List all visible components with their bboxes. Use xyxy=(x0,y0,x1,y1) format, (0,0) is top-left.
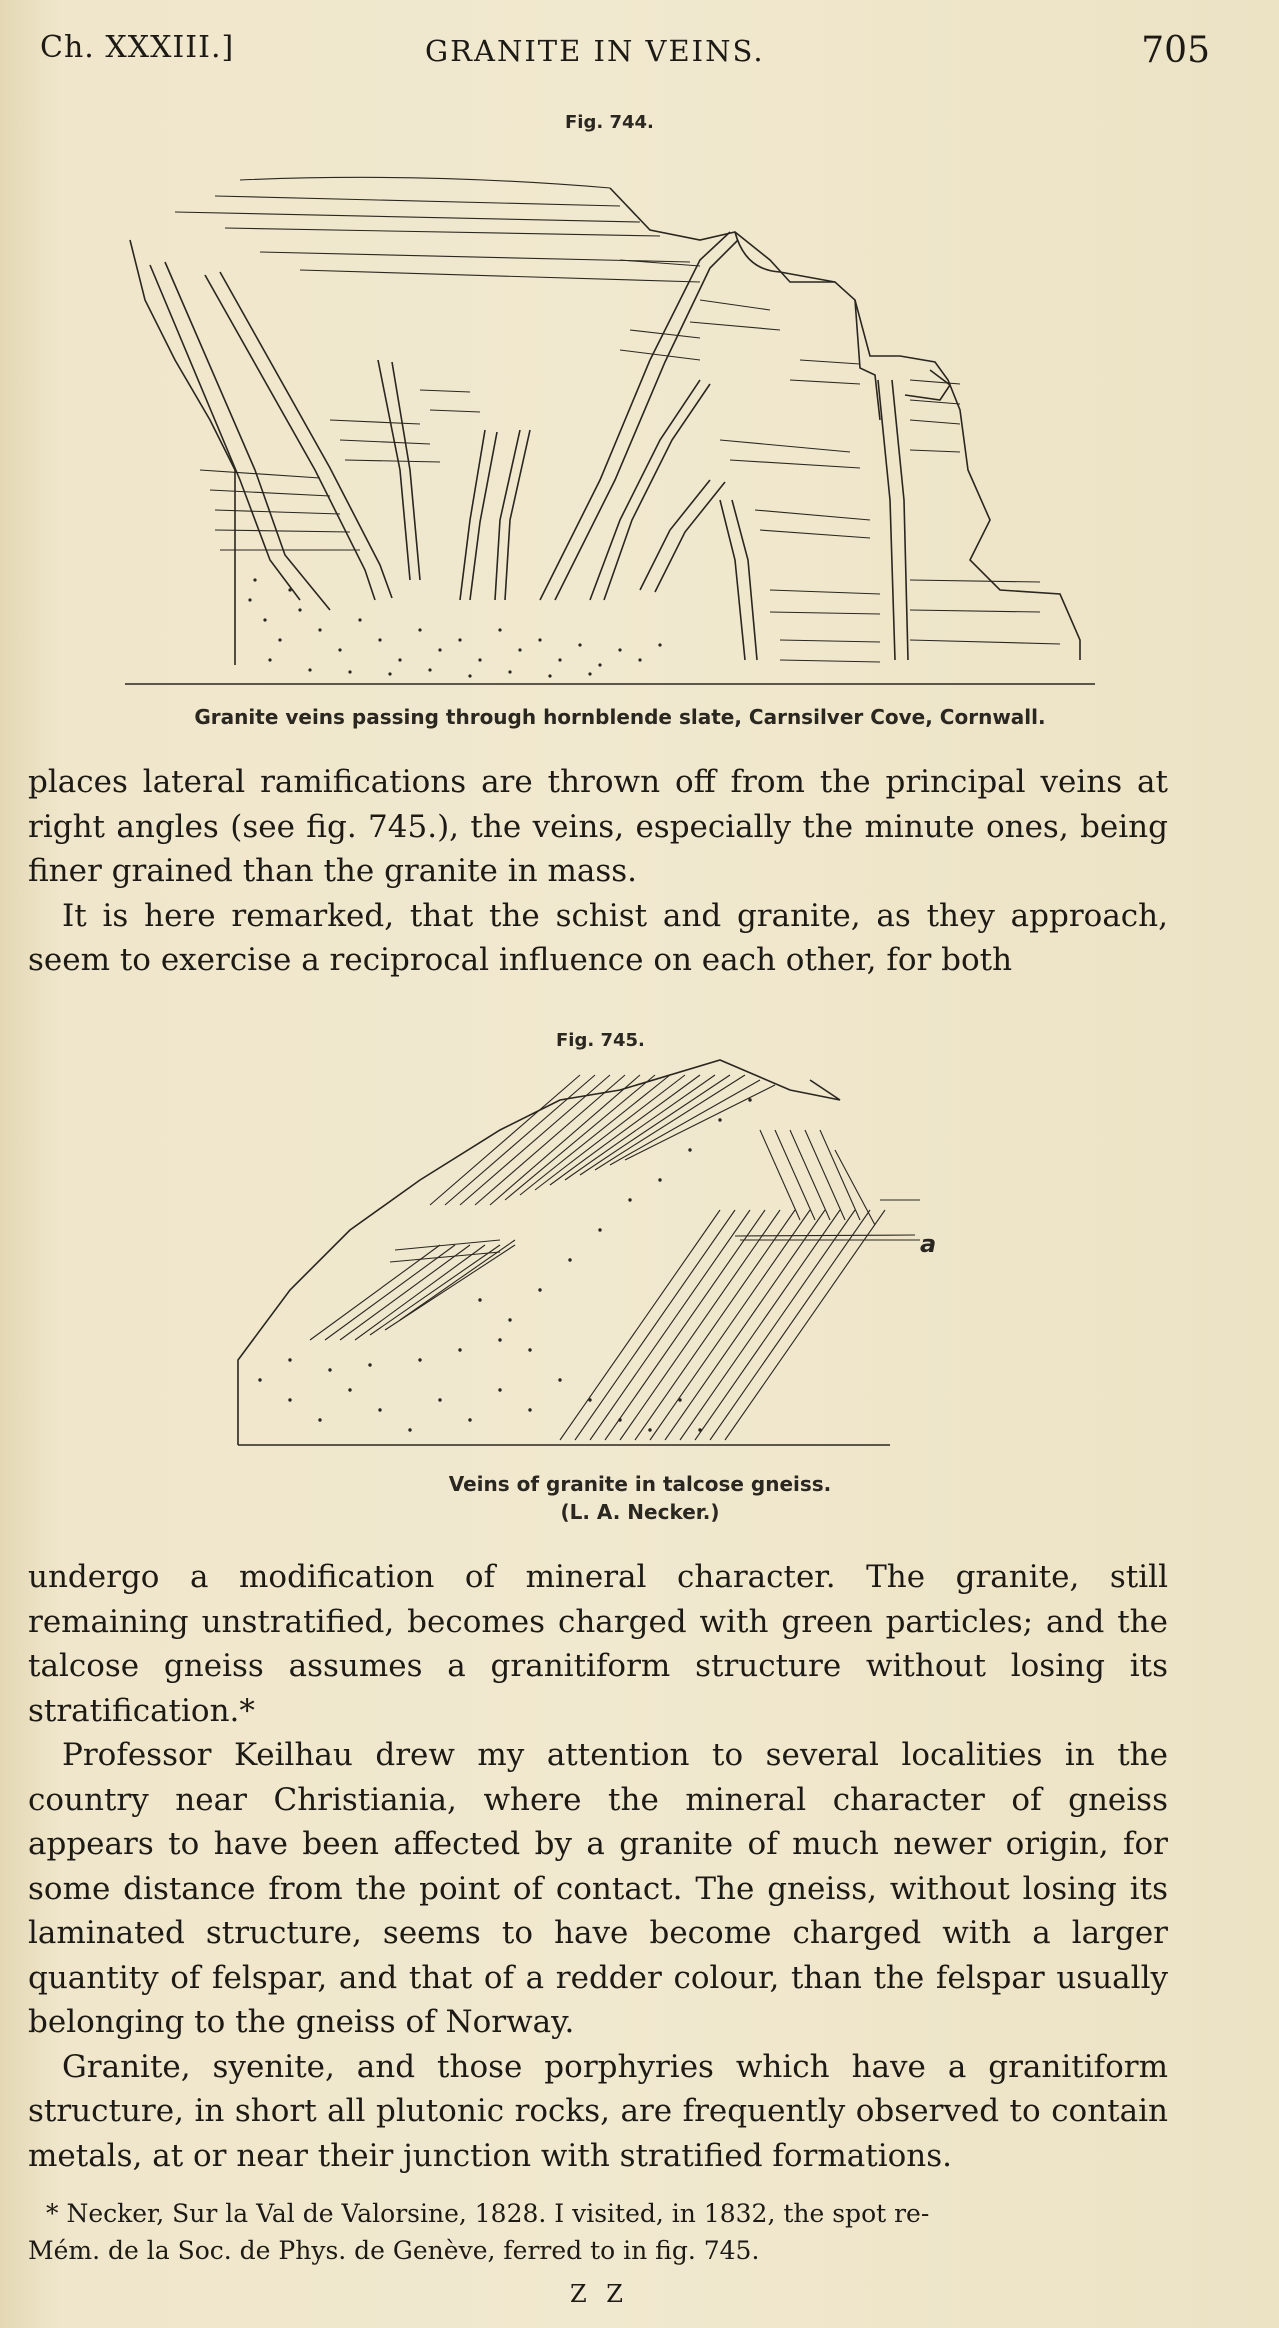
figure-745-caption xyxy=(300,1470,980,1526)
figure-745-label: Fig. 745. xyxy=(556,1030,645,1051)
figure-745-annotation-a: a xyxy=(920,1230,937,1258)
running-title: GRANITE IN VEINS. xyxy=(425,34,765,68)
paragraph-1: places lateral ramifications are thrown off from the principal veins at right angles (see fig. 745.), the veins, especially the minute ones, being finer grained than the granite in mass. xyxy=(28,764,1168,889)
footnote-line2: Mém. de la Soc. de Phys. de Genève, ferred to in fig. 745. xyxy=(28,2236,760,2265)
paragraph-3: undergo a modification of mineral character. The granite, still remaining unstratified, becomes charged with green particles; and the talcose gneiss assumes a granitiform structure without losing its stratification.* xyxy=(28,1559,1168,1729)
footnote-line1: * Necker, Sur la Val de Valorsine, 1828. I visited, in 1832, the spot re- xyxy=(46,2199,930,2228)
page-number: 705 xyxy=(1141,30,1210,71)
footnote xyxy=(28,2195,1178,2269)
figure-745-caption-line1: Veins of granite in talcose gneiss. xyxy=(448,1472,832,1496)
figure-744-caption: Granite veins passing through hornblende slate, Carnsilver Cove, Cornwall. xyxy=(194,705,1046,729)
figure-744-label: Fig. 744. xyxy=(565,112,654,133)
paragraph-2: It is here remarked, that the schist and granite, as they approach, seem to exercise a reciprocal influence on each other, for both xyxy=(28,897,1168,978)
figure-745-caption-line2: (L. A. Necker.) xyxy=(560,1500,720,1524)
chapter-reference: Ch. XXXIII.] xyxy=(40,30,235,65)
signature-mark: Z Z xyxy=(570,2280,629,2308)
paragraph-5: Granite, syenite, and those porphyries which have a granitiform structure, in short all plutonic rocks, are frequently observed to contain metals, at or near their junction with stratified formations. xyxy=(28,2048,1168,2174)
text-block-lower xyxy=(28,1555,1168,2178)
paragraph-4: Professor Keilhau drew my attention to several localities in the country near Christiania, where the mineral character of gneiss appears to have been affected by a granite of much newer origin, for some distance from the point of contact. The gneiss, without losing its laminated structure, seems to have become charged with a larger quantity of felspar, and that of a redder colour, than the felspar usually belonging to the gneiss of Norway. xyxy=(28,1737,1168,2040)
